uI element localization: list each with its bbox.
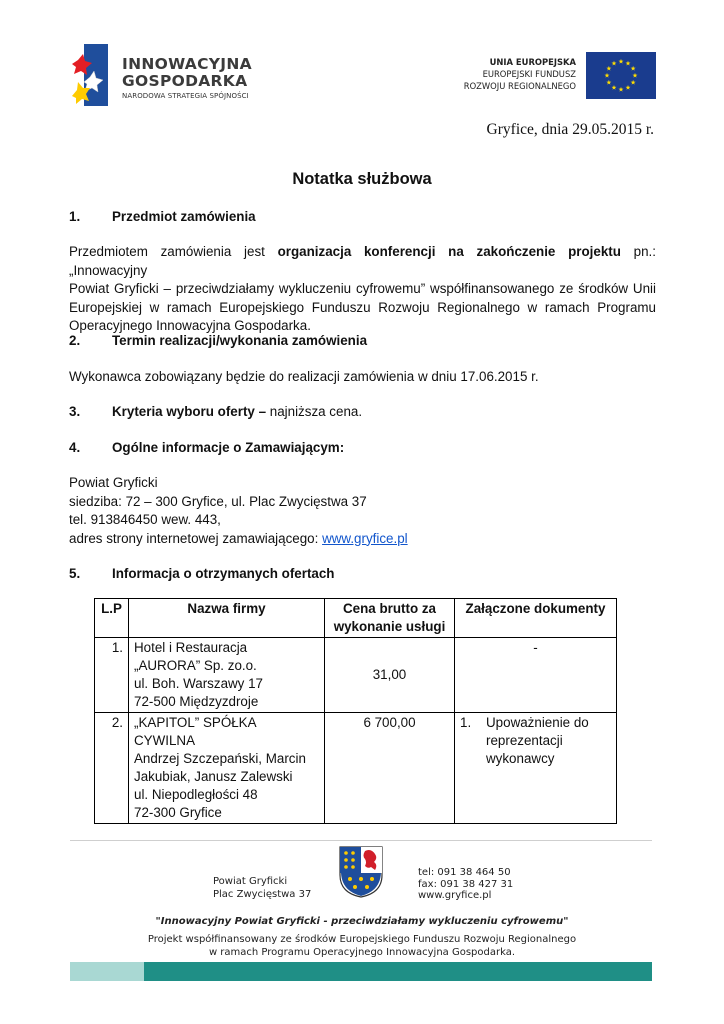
footer-fax: fax: 091 38 427 31 (418, 878, 514, 890)
header-company: Nazwa firmy (129, 599, 325, 638)
section-title: Informacja o otrzymanych ofertach (112, 566, 335, 581)
eu-logo-line3: ROZWOJU REGIONALNEGO (463, 81, 576, 91)
ig-logo-line3: NARODOWA STRATEGIA SPÓJNOŚCI (122, 92, 249, 100)
footer-web: www.gryfice.pl (418, 890, 492, 901)
cell-company: „KAPITOL” SPÓŁKA CYWILNA Andrzej Szczepański, Marcin Jakubiak, Janusz Zalewski ul. Niepodległości 48 72-300 Gryfice (129, 713, 325, 824)
table-row (95, 713, 617, 824)
cell-lp: 1. (95, 638, 129, 713)
eu-star-icon (605, 73, 610, 78)
contact-block (69, 474, 656, 548)
contact-web: adres strony internetowej zamawiającego: www.gryfice.pl (69, 530, 408, 546)
footer-project-line-2: w ramach Programu Operacyjnego Innowacyjna Gospodarka. (208, 946, 516, 958)
offers-table (94, 598, 617, 824)
eu-star-icon (619, 87, 624, 92)
website-link[interactable]: www.gryfice.pl (322, 530, 408, 546)
eu-flag-icon (586, 52, 656, 99)
document-title: Notatka służbowa (292, 170, 432, 188)
subject-line-4: Operacyjnego Innowacyjna Gospodarka. (69, 318, 311, 333)
footer-street: Plac Zwycięstwa 37 (213, 888, 312, 900)
eu-star-icon (631, 80, 636, 85)
ig-star-emblem-icon (70, 44, 114, 106)
subject-line-3: Europejskiej w ramach Europejskiego Funduszu Rozwoju Regionalnego w ramach Programu (69, 299, 656, 315)
section-title: Ogólne informacje o Zamawiającym: (112, 440, 345, 455)
eu-star-icon (606, 66, 611, 71)
cell-lp: 2. (95, 713, 129, 824)
contact-name: Powiat Gryficki (69, 475, 158, 490)
footer-address (213, 876, 311, 901)
ig-logo-line2: GOSPODARKA (122, 72, 248, 90)
section-number: 2. (69, 333, 81, 348)
footer-slogan: "Innowacyjny Powiat Gryficki - przeciwdziałamy wykluczeniu cyfrowemu" (155, 916, 569, 927)
subject-paragraph (69, 243, 656, 336)
footer-project-note (0, 934, 724, 959)
coat-of-arms-icon (338, 845, 384, 899)
footer-project-line-1: Projekt współfinansowany ze środków Europejskiego Funduszu Rozwoju Regionalnego (147, 934, 577, 945)
eu-star-icon (606, 80, 611, 85)
header-price: Cena brutto za wykonanie usługi (325, 599, 455, 638)
cell-docs: - (455, 638, 617, 713)
section-number: 1. (69, 209, 81, 224)
header-docs: Załączone dokumenty (455, 599, 617, 638)
eu-logo-line1: UNIA EUROPEJSKA (489, 57, 576, 67)
footer-tel: tel: 091 38 464 50 (418, 867, 511, 878)
cell-price: 6 700,00 (325, 713, 455, 824)
subject-line-2: Powiat Gryficki – przeciwdziałamy wykluczeniu cyfrowemu” współfinansowanego ze środków Unii (69, 281, 656, 296)
innowacyjna-gospodarka-logo (70, 44, 280, 106)
deadline-paragraph: Wykonawca zobowiązany będzie do realizacji zamówienia w dniu 17.06.2015 r. (69, 369, 539, 384)
eu-logo (452, 52, 656, 100)
footer-contact (418, 867, 513, 902)
footer-color-bar (70, 962, 652, 981)
section-number: 3. (69, 404, 81, 419)
eu-star-icon (612, 85, 617, 90)
footer-name: Powiat Gryficki (213, 876, 288, 887)
footer-divider (70, 840, 652, 841)
ig-logo-line1: INNOWACYJNA (122, 55, 252, 73)
cell-price: 31,00 (325, 638, 455, 713)
docs-list-item: 1. Upoważnienie do reprezentacji wykonawcy (460, 715, 589, 766)
contact-address: siedziba: 72 – 300 Gryfice, ul. Plac Zwycięstwa 37 (69, 493, 367, 509)
eu-star-icon (626, 85, 631, 90)
place-date: Gryfice, dnia 29.05.2015 r. (486, 121, 654, 138)
table-header-row (95, 599, 617, 638)
eu-logo-text (464, 56, 576, 92)
footer-color-bar-accent (70, 962, 144, 981)
contact-phone: tel. 913846450 wew. 443, (69, 512, 221, 527)
eu-logo-line2: EUROPEJSKI FUNDUSZ (482, 69, 576, 79)
table-row (95, 638, 617, 713)
section-title: Przedmiot zamówienia (112, 209, 256, 224)
section-number: 5. (69, 566, 81, 581)
eu-star-icon (612, 61, 617, 66)
ig-logo-text (122, 56, 252, 100)
eu-star-icon (626, 61, 631, 66)
header-lp: L.P (95, 599, 129, 638)
section-number: 4. (69, 440, 81, 455)
eu-star-icon (619, 59, 624, 64)
section-title: Termin realizacji/wykonania zamówienia (112, 333, 368, 348)
cell-company: Hotel i Restauracja „AURORA” Sp. zo.o. ul. Boh. Warszawy 17 72-500 Międzyzdroje (129, 638, 325, 713)
eu-star-icon (631, 66, 636, 71)
subject-line-1: Przedmiotem zamówienia jest organizacja konferencji na zakończenie projektu pn.: „Innowacyjny (69, 244, 656, 278)
cell-docs (455, 713, 617, 824)
eu-star-icon (633, 73, 638, 78)
section-title: Kryteria wyboru oferty – najniższa cena. (112, 404, 363, 419)
